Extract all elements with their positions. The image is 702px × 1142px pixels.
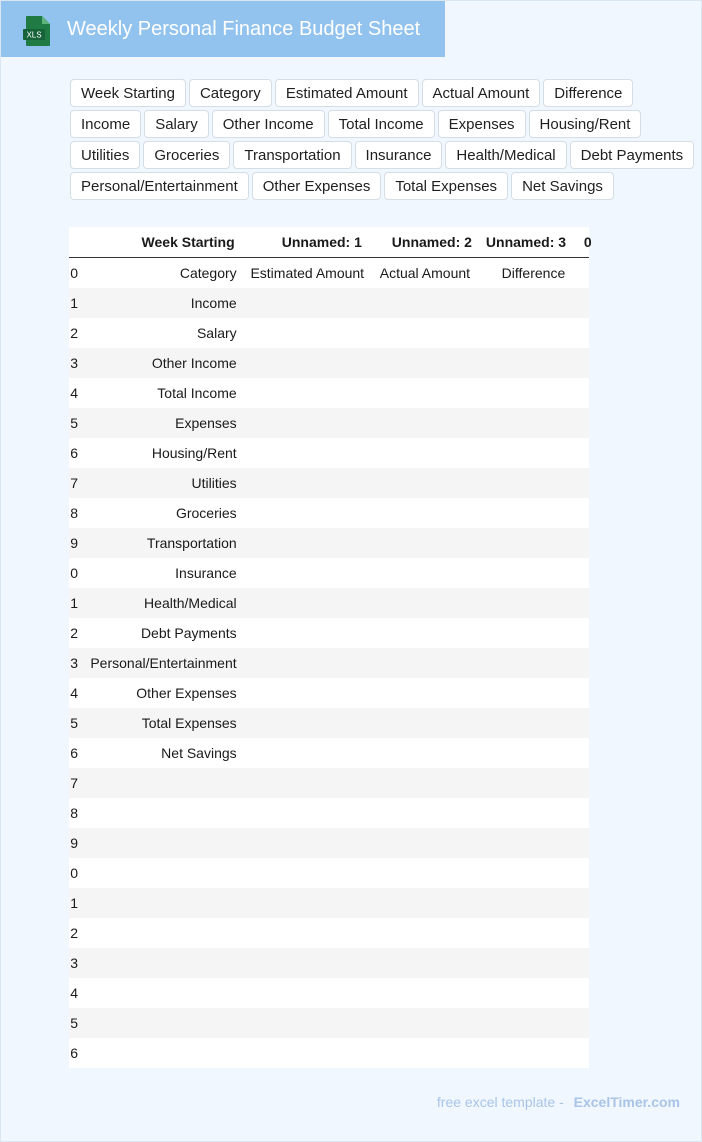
row-index-label: 4 xyxy=(70,985,79,1001)
column-chip[interactable]: Estimated Amount xyxy=(275,79,419,107)
row-index xyxy=(69,288,79,318)
difference-cell xyxy=(478,648,589,678)
actual-amount-cell xyxy=(372,288,478,318)
table-row xyxy=(69,498,589,528)
table-row xyxy=(69,528,589,558)
estimated-amount-cell: Estimated Amount xyxy=(243,258,372,289)
row-index-label: 6 xyxy=(70,745,79,761)
category-cell xyxy=(75,948,243,978)
column-chip[interactable]: Expenses xyxy=(438,110,526,138)
category-cell: Other Income xyxy=(75,348,243,378)
row-index-label: 6 xyxy=(70,1045,79,1061)
table-row xyxy=(69,288,589,318)
category-cell xyxy=(75,888,243,918)
category-cell xyxy=(75,798,243,828)
estimated-amount-cell xyxy=(243,768,372,798)
category-cell xyxy=(75,1038,243,1068)
row-index xyxy=(69,1038,79,1068)
budget-table xyxy=(69,227,592,1068)
row-index xyxy=(69,1008,79,1038)
difference-cell xyxy=(478,678,589,708)
row-index-label: 1 xyxy=(70,595,79,611)
row-index xyxy=(69,378,79,408)
category-cell: Utilities xyxy=(75,468,243,498)
row-index-label: 1 xyxy=(70,895,79,911)
estimated-amount-cell xyxy=(243,408,372,438)
estimated-amount-cell xyxy=(243,468,372,498)
row-index xyxy=(69,828,79,858)
actual-amount-cell xyxy=(372,558,478,588)
estimated-amount-cell xyxy=(243,558,372,588)
category-cell: Income xyxy=(75,288,243,318)
column-chip[interactable]: Insurance xyxy=(355,141,443,169)
estimated-amount-cell xyxy=(243,918,372,948)
row-index-label: 6 xyxy=(70,445,79,461)
column-chip[interactable]: Utilities xyxy=(70,141,140,169)
estimated-amount-cell xyxy=(243,1008,372,1038)
table-row xyxy=(69,468,589,498)
category-cell: Personal/Entertainment xyxy=(75,648,243,678)
table-row xyxy=(69,258,589,289)
difference-cell xyxy=(478,978,589,1008)
actual-amount-cell xyxy=(372,858,478,888)
category-cell: Debt Payments xyxy=(75,618,243,648)
actual-amount-cell xyxy=(372,798,478,828)
row-index xyxy=(69,888,79,918)
category-cell xyxy=(75,978,243,1008)
category-cell: Health/Medical xyxy=(75,588,243,618)
row-index-label: 5 xyxy=(70,1015,79,1031)
actual-amount-cell xyxy=(372,498,478,528)
difference-cell xyxy=(478,528,589,558)
category-cell: Total Income xyxy=(75,378,243,408)
row-index-label: 2 xyxy=(70,325,79,341)
difference-cell xyxy=(478,348,589,378)
column-header xyxy=(478,227,592,258)
difference-cell xyxy=(478,288,589,318)
actual-amount-cell: Actual Amount xyxy=(372,258,478,289)
row-index xyxy=(69,528,79,558)
actual-amount-cell xyxy=(372,678,478,708)
row-index xyxy=(69,798,79,828)
row-index-label: 7 xyxy=(70,775,79,791)
actual-amount-cell xyxy=(372,768,478,798)
estimated-amount-cell xyxy=(243,678,372,708)
table-row xyxy=(69,588,589,618)
column-chip[interactable]: Net Savings xyxy=(511,172,614,200)
row-index-label: 8 xyxy=(70,805,79,821)
estimated-amount-cell xyxy=(243,948,372,978)
difference-cell xyxy=(478,768,589,798)
table-row xyxy=(69,978,589,1008)
row-index xyxy=(69,948,79,978)
column-chip[interactable]: Other Expenses xyxy=(252,172,382,200)
category-cell xyxy=(75,768,243,798)
row-index-label: 9 xyxy=(70,835,79,851)
row-index-label: 3 xyxy=(70,355,79,371)
category-cell: Other Expenses xyxy=(75,678,243,708)
row-index-label: 2 xyxy=(70,625,79,641)
row-index-label: 7 xyxy=(70,475,79,491)
actual-amount-cell xyxy=(372,648,478,678)
table-header-row xyxy=(69,227,589,258)
row-index-label: 5 xyxy=(70,715,79,731)
difference-cell xyxy=(478,948,589,978)
table-row xyxy=(69,888,589,918)
actual-amount-cell xyxy=(372,528,478,558)
estimated-amount-cell xyxy=(243,288,372,318)
table-row xyxy=(69,708,589,738)
estimated-amount-cell xyxy=(243,798,372,828)
difference-cell xyxy=(478,378,589,408)
estimated-amount-cell xyxy=(243,438,372,468)
actual-amount-cell xyxy=(372,378,478,408)
column-chip[interactable]: Housing/Rent xyxy=(529,110,642,138)
difference-cell xyxy=(478,438,589,468)
page-title: Weekly Personal Finance Budget Sheet xyxy=(67,18,421,40)
table-row xyxy=(69,1038,589,1068)
difference-cell xyxy=(478,1008,589,1038)
row-index-label: 0 xyxy=(70,265,79,281)
column-chip[interactable]: Difference xyxy=(543,79,633,107)
table-row xyxy=(69,348,589,378)
estimated-amount-cell xyxy=(243,1038,372,1068)
column-header: Unnamed: 2 xyxy=(372,227,478,258)
category-cell: Expenses xyxy=(75,408,243,438)
category-cell xyxy=(75,918,243,948)
actual-amount-cell xyxy=(372,618,478,648)
column-header-label: Unnamed: 3 xyxy=(485,234,567,250)
column-header: Week Starting xyxy=(75,227,243,258)
difference-cell xyxy=(478,588,589,618)
column-chip[interactable]: Health/Medical xyxy=(445,141,566,169)
estimated-amount-cell xyxy=(243,978,372,1008)
column-chip[interactable]: Other Income xyxy=(212,110,325,138)
estimated-amount-cell xyxy=(243,318,372,348)
row-index xyxy=(69,648,79,678)
row-index-label: 3 xyxy=(70,655,79,671)
estimated-amount-cell xyxy=(243,708,372,738)
table-row xyxy=(69,768,589,798)
category-cell: Total Expenses xyxy=(75,708,243,738)
actual-amount-cell xyxy=(372,948,478,978)
index-header xyxy=(69,227,75,258)
category-cell: Transportation xyxy=(75,528,243,558)
row-index xyxy=(69,678,79,708)
difference-cell: Difference xyxy=(478,258,589,289)
column-chip[interactable]: Total Expenses xyxy=(384,172,508,200)
difference-cell xyxy=(478,468,589,498)
row-index-label: 2 xyxy=(70,925,79,941)
table-row xyxy=(69,918,589,948)
table-row xyxy=(69,378,589,408)
column-chip[interactable]: Salary xyxy=(144,110,209,138)
table-row xyxy=(69,828,589,858)
column-chip[interactable]: Week Starting xyxy=(70,79,186,107)
difference-cell xyxy=(478,858,589,888)
estimated-amount-cell xyxy=(243,648,372,678)
category-cell xyxy=(75,828,243,858)
actual-amount-cell xyxy=(372,1008,478,1038)
column-chip[interactable]: Debt Payments xyxy=(570,141,695,169)
row-index xyxy=(69,408,79,438)
actual-amount-cell xyxy=(372,708,478,738)
row-index-label: 9 xyxy=(70,535,79,551)
row-index xyxy=(69,318,79,348)
row-index xyxy=(69,708,79,738)
row-index-label: 8 xyxy=(70,505,79,521)
estimated-amount-cell xyxy=(243,858,372,888)
table-row xyxy=(69,738,589,768)
actual-amount-cell xyxy=(372,468,478,498)
estimated-amount-cell xyxy=(243,498,372,528)
row-index xyxy=(69,438,79,468)
footer-credit xyxy=(437,1094,680,1110)
row-index-label: 0 xyxy=(70,565,79,581)
difference-cell xyxy=(478,828,589,858)
table-row xyxy=(69,948,589,978)
svg-text:XLS: XLS xyxy=(26,30,42,40)
actual-amount-cell xyxy=(372,588,478,618)
difference-cell xyxy=(478,558,589,588)
row-index xyxy=(69,558,79,588)
actual-amount-cell xyxy=(372,408,478,438)
row-index-label: 4 xyxy=(70,685,79,701)
difference-cell xyxy=(478,408,589,438)
row-index xyxy=(69,738,79,768)
column-chip[interactable]: Income xyxy=(70,110,141,138)
row-index xyxy=(69,348,79,378)
row-index xyxy=(69,768,79,798)
category-cell: Category xyxy=(75,258,243,289)
column-chip[interactable]: Groceries xyxy=(143,141,230,169)
footer-brand[interactable]: ExcelTimer.com xyxy=(573,1094,680,1110)
row-index-label: 0 xyxy=(70,865,79,881)
actual-amount-cell xyxy=(372,318,478,348)
difference-cell xyxy=(478,708,589,738)
difference-cell xyxy=(478,498,589,528)
column-header-label: 0 xyxy=(583,234,592,250)
row-index xyxy=(69,588,79,618)
row-index-label: 3 xyxy=(70,955,79,971)
actual-amount-cell xyxy=(372,1038,478,1068)
estimated-amount-cell xyxy=(243,888,372,918)
actual-amount-cell xyxy=(372,738,478,768)
row-index xyxy=(69,858,79,888)
difference-cell xyxy=(478,798,589,828)
column-chip[interactable]: Personal/Entertainment xyxy=(70,172,249,200)
actual-amount-cell xyxy=(372,918,478,948)
category-cell xyxy=(75,1008,243,1038)
estimated-amount-cell xyxy=(243,528,372,558)
table-row xyxy=(69,798,589,828)
estimated-amount-cell xyxy=(243,378,372,408)
difference-cell xyxy=(478,918,589,948)
category-cell: Insurance xyxy=(75,558,243,588)
actual-amount-cell xyxy=(372,978,478,1008)
category-cell: Housing/Rent xyxy=(75,438,243,468)
difference-cell xyxy=(478,318,589,348)
column-chip[interactable]: Actual Amount xyxy=(422,79,541,107)
actual-amount-cell xyxy=(372,828,478,858)
category-cell: Net Savings xyxy=(75,738,243,768)
row-index xyxy=(69,918,79,948)
difference-cell xyxy=(478,888,589,918)
column-chip[interactable]: Category xyxy=(189,79,272,107)
table-row xyxy=(69,1008,589,1038)
actual-amount-cell xyxy=(372,348,478,378)
category-cell: Groceries xyxy=(75,498,243,528)
row-index-label: 4 xyxy=(70,385,79,401)
table-row xyxy=(69,438,589,468)
category-cell: Salary xyxy=(75,318,243,348)
row-index xyxy=(69,258,79,289)
estimated-amount-cell xyxy=(243,348,372,378)
row-index xyxy=(69,498,79,528)
table-row xyxy=(69,318,589,348)
table-row xyxy=(69,558,589,588)
estimated-amount-cell xyxy=(243,828,372,858)
page-header xyxy=(1,1,445,57)
row-index-label: 1 xyxy=(70,295,79,311)
table-row xyxy=(69,858,589,888)
estimated-amount-cell xyxy=(243,588,372,618)
column-header: Unnamed: 1 xyxy=(243,227,372,258)
table-row xyxy=(69,648,589,678)
estimated-amount-cell xyxy=(243,618,372,648)
table-row xyxy=(69,408,589,438)
column-chip[interactable]: Total Income xyxy=(328,110,435,138)
row-index-label: 5 xyxy=(70,415,79,431)
excel-file-icon xyxy=(23,15,51,47)
column-chips xyxy=(70,79,700,200)
row-index xyxy=(69,468,79,498)
column-chip[interactable]: Transportation xyxy=(233,141,351,169)
table-row xyxy=(69,618,589,648)
row-index xyxy=(69,978,79,1008)
category-cell xyxy=(75,858,243,888)
difference-cell xyxy=(478,618,589,648)
footer-text: free excel template - xyxy=(436,1094,564,1110)
actual-amount-cell xyxy=(372,438,478,468)
difference-cell xyxy=(478,738,589,768)
difference-cell xyxy=(478,1038,589,1068)
actual-amount-cell xyxy=(372,888,478,918)
row-index xyxy=(69,618,79,648)
table-row xyxy=(69,678,589,708)
estimated-amount-cell xyxy=(243,738,372,768)
